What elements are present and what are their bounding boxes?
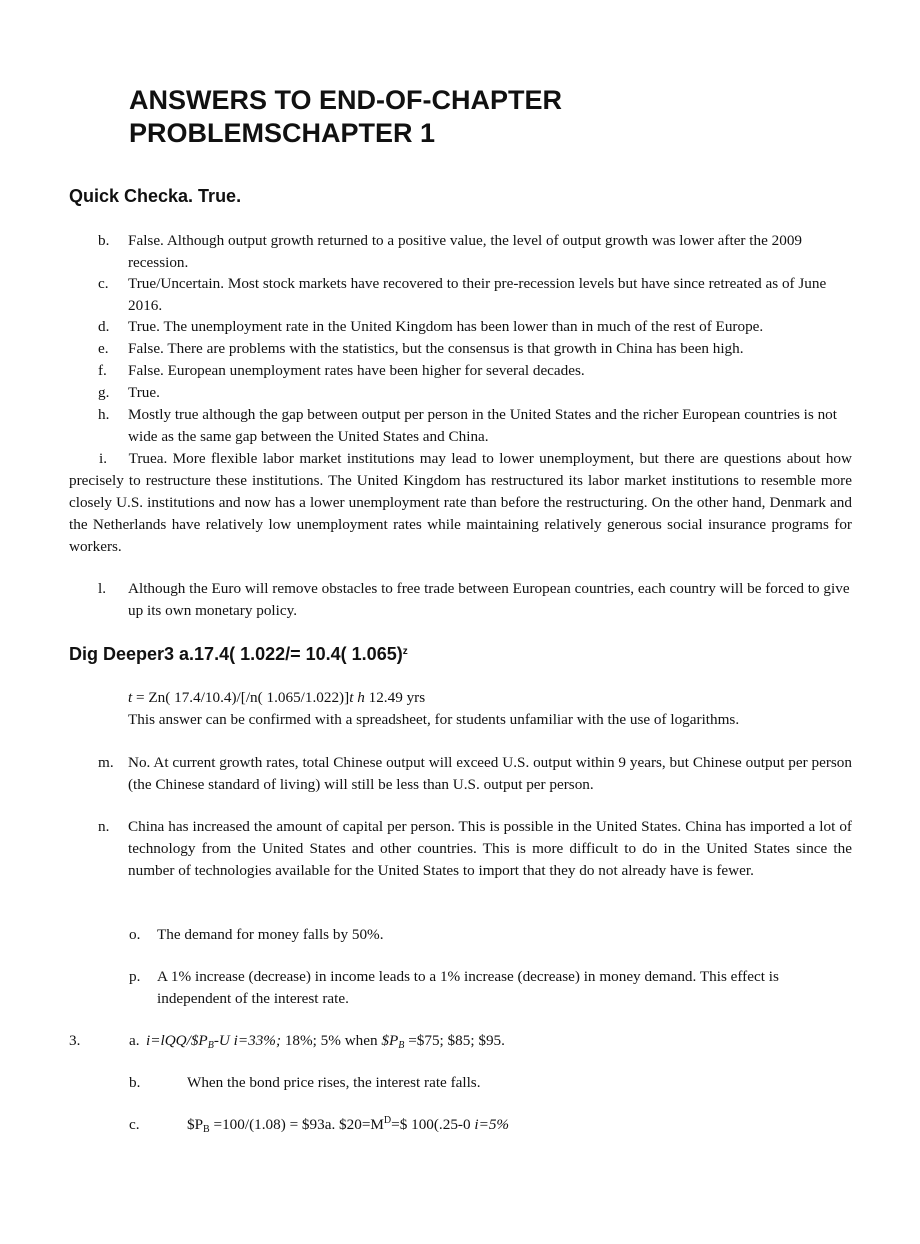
item-text: Mostly true although the gap between output per person in the United States and the richer European countries is not wide as the same gap between the United States and China.: [128, 406, 837, 445]
text-part: =100/(1.08) = $93a. $20=M: [209, 1116, 384, 1133]
item-label: i.: [99, 450, 108, 467]
formula-sup: D: [383, 1115, 392, 1126]
item-label: b.: [98, 232, 110, 249]
formula-part: i=5%: [474, 1116, 510, 1133]
list-item-i: [69, 448, 852, 558]
dig-deeper-superscript: z: [402, 646, 408, 657]
item-label: p.: [129, 968, 141, 985]
spreadsheet-note: This answer can be confirmed with a spreadsheet, for students unfamiliar with the use of logarithms.: [128, 711, 740, 728]
item-text: True.: [128, 384, 160, 401]
page-title: [129, 84, 829, 150]
item-text: [146, 1030, 505, 1052]
quick-check-heading: Quick Checka. True.: [69, 186, 242, 206]
item-text: A 1% increase (decrease) in income leads to a 1% increase (decrease) in money demand. This effect is independent of the interest rate.: [157, 968, 779, 1007]
item-text: False. There are problems with the statistics, but the consensus is that growth in China has been high.: [128, 340, 744, 357]
formula-part: i=lQQ/$P: [146, 1032, 208, 1049]
item-text: False. Although output growth returned to a positive value, the level of output growth was lower after the 2009 recession.: [128, 232, 803, 271]
formula-part: $P: [381, 1032, 399, 1049]
dig-deeper-heading-text: Dig Deeper3 a.17.4( 1.022/= 10.4( 1.065): [69, 644, 403, 664]
formula-sub: B: [398, 1040, 405, 1051]
formula-mid: = Zn( 17.4/10.4)/[/n( 1.065/1.022)]: [132, 689, 350, 706]
item-label: e.: [98, 340, 109, 357]
title-line-1: ANSWERS TO END-OF-CHAPTER: [129, 85, 563, 115]
text-part: =$75; $85; $95.: [404, 1032, 505, 1049]
text-part: =$ 100(.25-0: [391, 1116, 475, 1133]
item-label: n.: [98, 818, 110, 835]
formula-th: t h: [349, 689, 365, 706]
item-label: d.: [98, 318, 110, 335]
item-label: g.: [98, 384, 110, 401]
item-text: False. European unemployment rates have been higher for several decades.: [128, 362, 585, 379]
item-text: The demand for money falls by 50%.: [157, 926, 384, 943]
item-text: China has increased the amount of capital per person. This is possible in the United States. China has imported a lot of technology from the United States and other countries. This is more difficult to do in the United States since the number of technologies available for the United States to import that they do not already have is fewer.: [128, 818, 852, 879]
item-text: When the bond price rises, the interest rate falls.: [187, 1074, 481, 1091]
item-label: c.: [98, 275, 109, 292]
item-text: True/Uncertain. Most stock markets have recovered to their pre-recession levels but have since retreated as of June 2016.: [128, 275, 827, 314]
item-label: o.: [129, 926, 141, 943]
item-label: b.: [129, 1074, 141, 1091]
formula-sub: B: [203, 1124, 210, 1135]
text-part: 18%; 5% when: [281, 1032, 382, 1049]
item-text: [187, 1114, 509, 1136]
item-text: Although the Euro will remove obstacles to free trade between European countries, each country will be forced to give up its own monetary policy.: [128, 580, 850, 619]
item-text: No. At current growth rates, total Chinese output will exceed U.S. output within 9 years, but Chinese output per person (the Chinese standard of living) will still be less than U.S. output per person.: [128, 754, 852, 793]
text-part: $P: [187, 1116, 204, 1133]
item-label: m.: [98, 754, 114, 771]
item-label: l.: [98, 580, 107, 597]
item-label: f.: [98, 362, 107, 379]
formula-line: [128, 687, 425, 709]
question-number: 3.: [69, 1032, 81, 1049]
title-line-2: PROBLEMSCHAPTER 1: [129, 118, 436, 148]
dig-deeper-heading: [69, 643, 408, 665]
item-label: c.: [129, 1116, 140, 1133]
formula-sub: B: [207, 1040, 214, 1051]
formula-end: 12.49 yrs: [364, 689, 426, 706]
item-label: a.: [129, 1032, 140, 1049]
formula-t: t: [128, 689, 133, 706]
formula-part: -U i=33%;: [213, 1032, 282, 1049]
item-text: Truea. More flexible labor market institutions may lead to lower unemployment, but there are questions about how precisely to restructure these institutions. The United Kingdom has restructured its labor market institutions to resemble more closely U.S. institutions and now has a lower unemployment rate than before the restructuring. On the other hand, Denmark and the Netherlands have relatively low unemployment rates while maintaining relatively generous social insurance programs for workers.: [69, 450, 852, 555]
item-text: True. The unemployment rate in the United Kingdom has been lower than in much of the rest of Europe.: [128, 318, 764, 335]
item-label: h.: [98, 406, 110, 423]
